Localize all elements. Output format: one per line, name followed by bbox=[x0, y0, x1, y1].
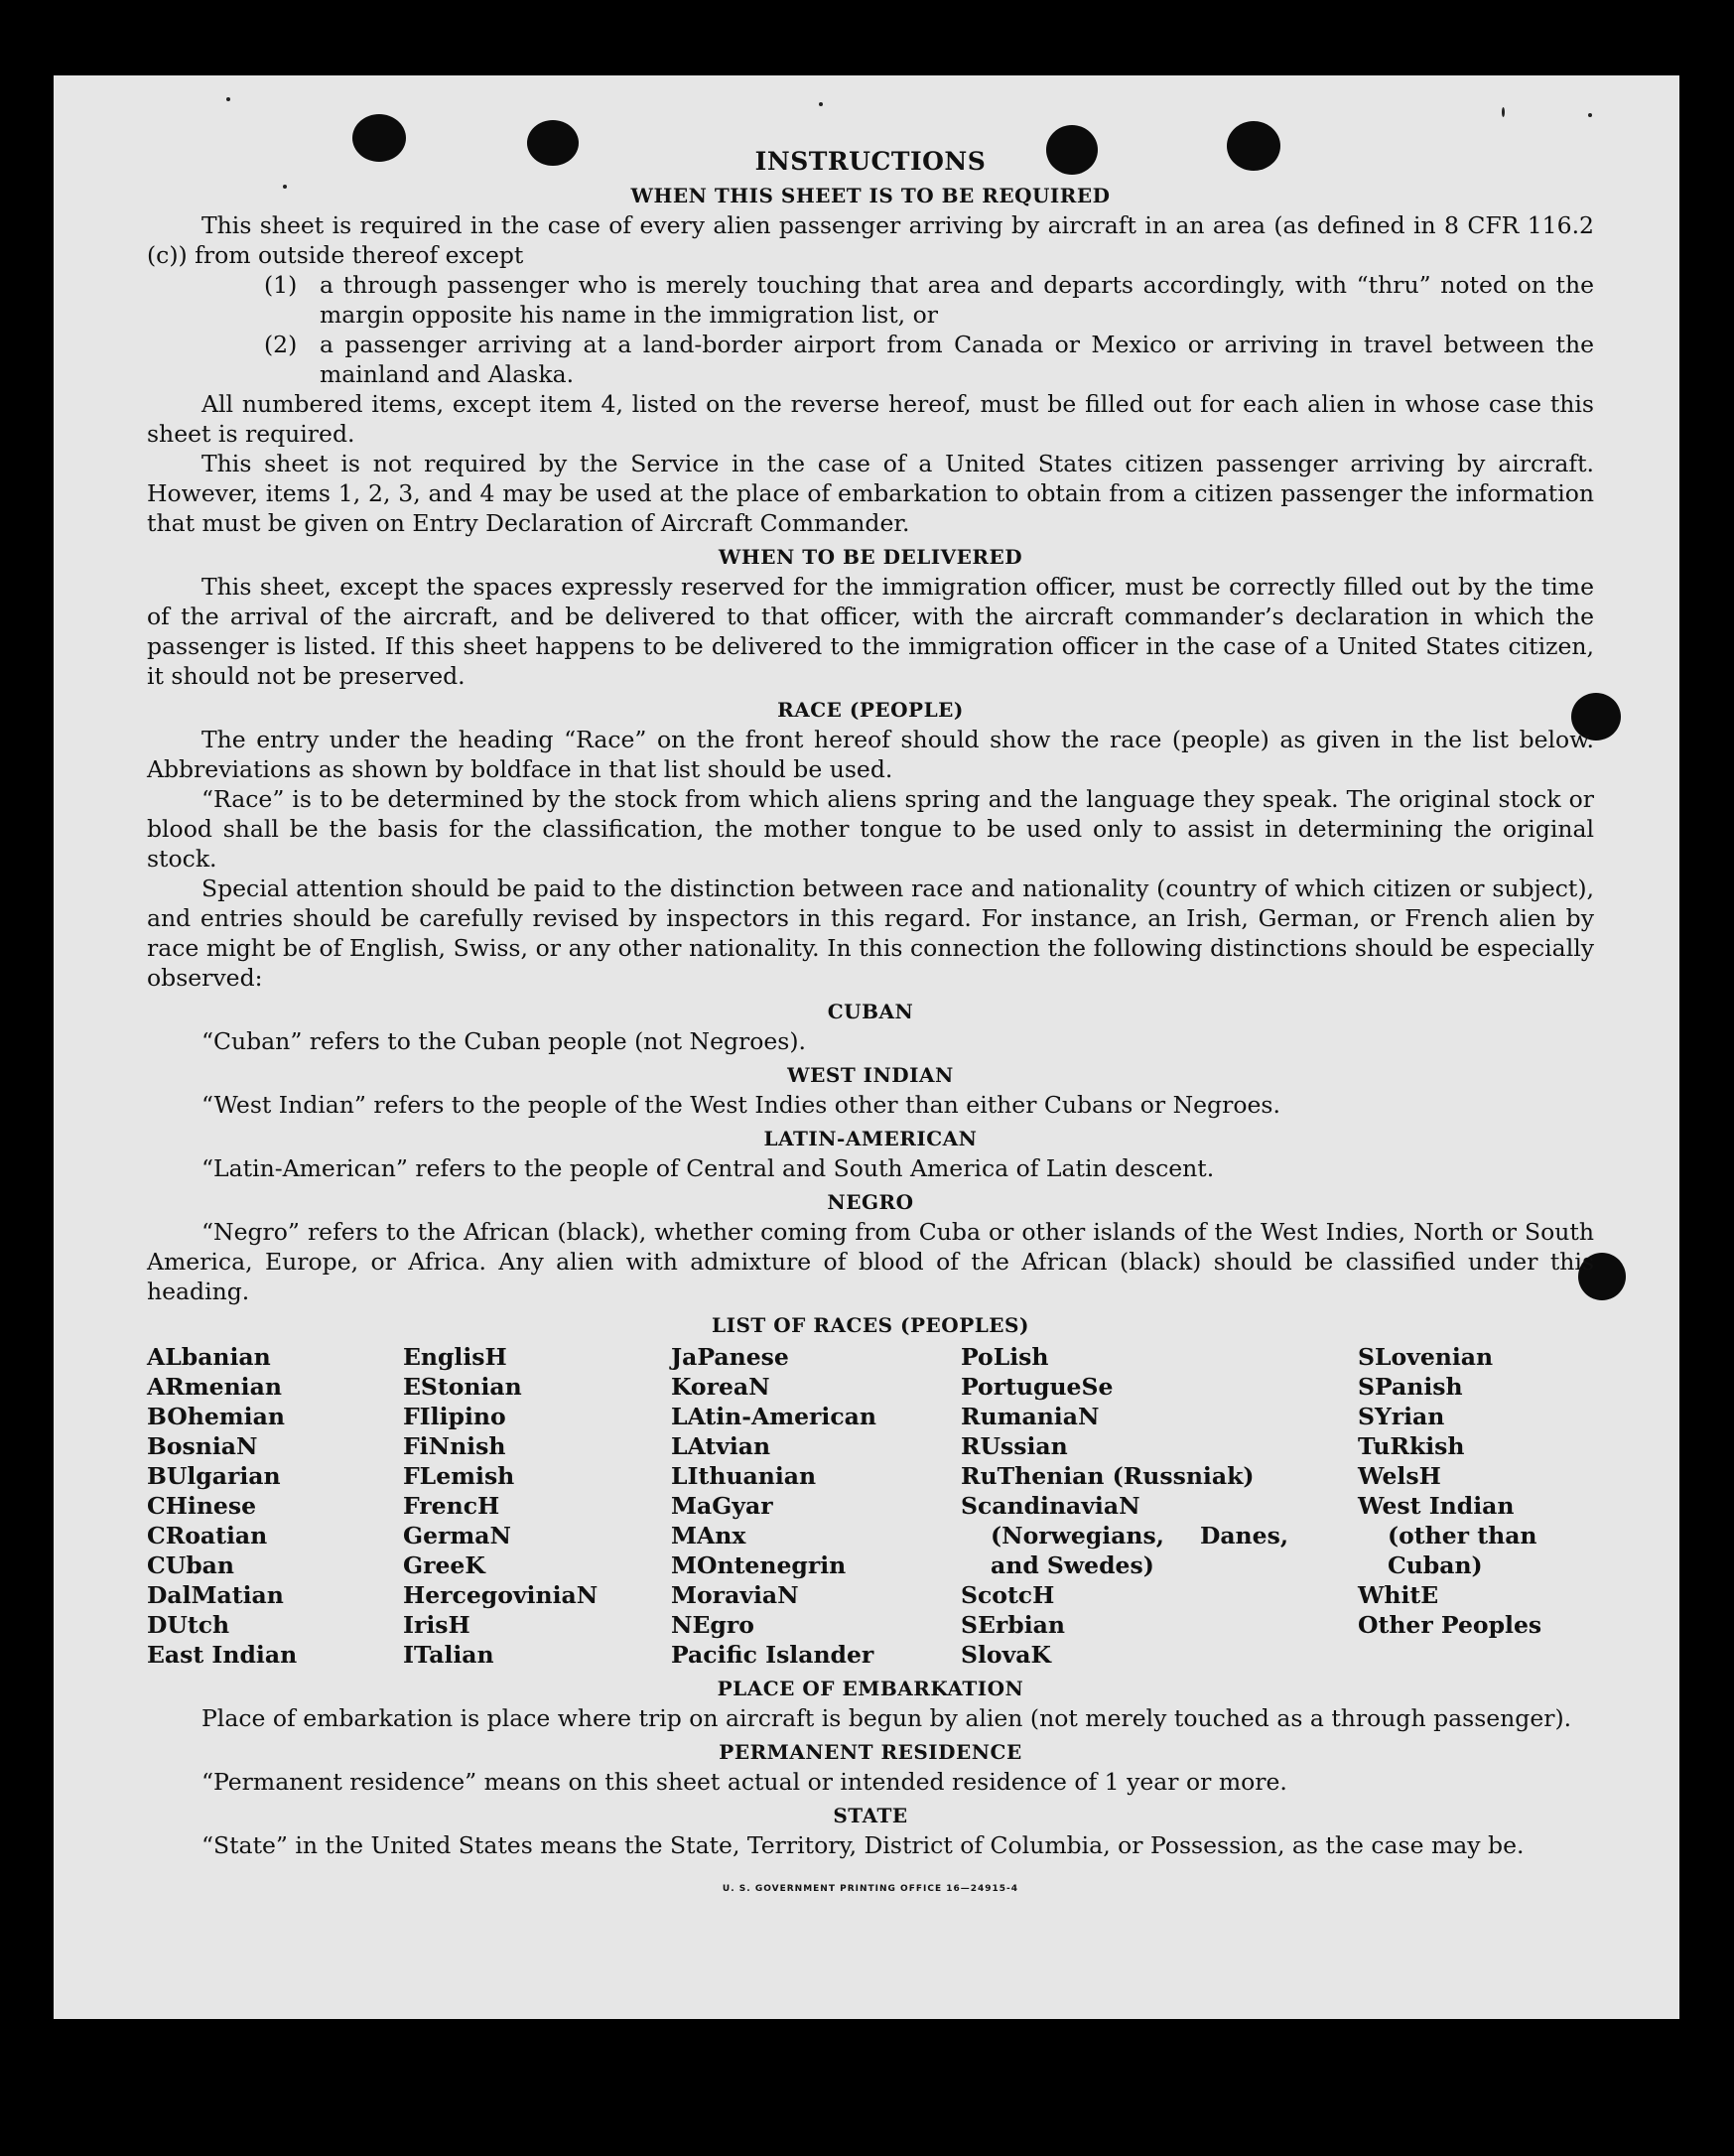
race-entry: Other Peoples bbox=[1358, 1611, 1542, 1639]
item-text: a passenger arriving at a land-border airport from Canada or Mexico or arriving in travel between the mainland and Alaska. bbox=[320, 331, 1594, 388]
list-item bbox=[264, 330, 1594, 389]
race-entry: RumaniaN bbox=[961, 1403, 1100, 1430]
paragraph: This sheet is required in the case of every alien passenger arriving by aircraft in an area (as defined in 8 CFR 116.2 (c)) from outside thereof except bbox=[147, 211, 1594, 269]
paragraph: “Race” is to be determined by the stock from which aliens spring and the language they speak. The original stock or blood shall be the basis for the classification, the mother tongue to be used only to assist in determining the original stock. bbox=[147, 785, 1594, 873]
paragraph: This sheet, except the spaces expressly reserved for the immigration officer, must be correctly filled out by the time of the arrival of the aircraft, and be delivered to that officer, with the aircraft commander’s declaration in which the passenger is listed. If this sheet happens to be delivered to the immigration officer in the case of a United States citizen, it should not be preserved. bbox=[147, 573, 1594, 690]
race-entry: CRoatian bbox=[147, 1522, 268, 1550]
race-entry: LAtin-American bbox=[671, 1403, 876, 1430]
race-entry: PoLish bbox=[961, 1343, 1049, 1371]
race-entry: Pacific Islander bbox=[671, 1641, 874, 1669]
race-column bbox=[403, 1342, 671, 1670]
race-entry: EnglisH bbox=[403, 1343, 507, 1371]
paragraph: Special attention should be paid to the distinction between race and nationality (country of which citizen or subject), and entries should be carefully revised by inspectors in this regard. For instance, an Irish, German, or French alien by race might be of English, Swiss, or any other nationality. In this connection the following distinctions should be especially observed: bbox=[147, 875, 1594, 992]
race-entry: FIlipino bbox=[403, 1403, 506, 1430]
race-entry: DUtch bbox=[147, 1611, 230, 1639]
race-entry: East Indian bbox=[147, 1641, 298, 1669]
race-entry: SErbian bbox=[961, 1611, 1065, 1639]
race-list bbox=[147, 1342, 1594, 1670]
race-entry: ScandinaviaN (Norwegians, Danes, and Swedes) bbox=[961, 1492, 1288, 1579]
item-text: a through passenger who is merely touching that area and departs accordingly, with “thru” noted on the margin opposite his name in the immigration list, or bbox=[320, 271, 1594, 329]
race-entry: TuRkish bbox=[1358, 1432, 1465, 1460]
race-entry: HercegoviniaN bbox=[403, 1581, 599, 1609]
paragraph: All numbered items, except item 4, listed on the reverse hereof, must be filled out for each alien in whose case this sheet is required. bbox=[147, 390, 1594, 448]
race-entry: MAnx bbox=[671, 1522, 746, 1550]
race-entry: SLovenian bbox=[1358, 1343, 1494, 1371]
paragraph: “Permanent residence” means on this sheet actual or intended residence of 1 year or more. bbox=[201, 1768, 1287, 1796]
race-entry: MoraviaN bbox=[671, 1581, 799, 1609]
race-entry: LAtvian bbox=[671, 1432, 771, 1460]
race-entry: NEgro bbox=[671, 1611, 754, 1639]
heading-when-required: WHEN THIS SHEET IS TO BE REQUIRED bbox=[630, 184, 1111, 207]
heading-latin-american: LATIN-AMERICAN bbox=[763, 1127, 978, 1150]
exception-list bbox=[147, 270, 1594, 389]
heading-list-of-races: LIST OF RACES (PEOPLES) bbox=[712, 1313, 1029, 1337]
race-column bbox=[1358, 1342, 1594, 1670]
speck bbox=[819, 102, 823, 106]
paragraph: “Cuban” refers to the Cuban people (not Negroes). bbox=[201, 1027, 807, 1055]
race-entry: FrencH bbox=[403, 1492, 500, 1520]
race-entry: SPanish bbox=[1358, 1373, 1463, 1401]
instructions-body bbox=[147, 147, 1594, 1904]
list-item bbox=[264, 270, 1594, 330]
race-entry: BUlgarian bbox=[147, 1462, 281, 1490]
page-title: INSTRUCTIONS bbox=[754, 147, 987, 176]
race-entry: GreeK bbox=[403, 1551, 485, 1579]
race-column bbox=[671, 1342, 961, 1670]
paragraph: Place of embarkation is place where trip on aircraft is begun by alien (not merely touched as a through passenger). bbox=[201, 1704, 1572, 1732]
race-entry: JaPanese bbox=[671, 1343, 789, 1371]
speck bbox=[1502, 107, 1505, 117]
race-entry: FiNnish bbox=[403, 1432, 506, 1460]
paragraph: The entry under the heading “Race” on the front hereof should show the race (people) as given in the list below. Abbreviations as shown by boldface in that list should be used. bbox=[147, 726, 1594, 783]
race-entry: MaGyar bbox=[671, 1492, 773, 1520]
race-entry: BOhemian bbox=[147, 1403, 285, 1430]
race-entry: FLemish bbox=[403, 1462, 515, 1490]
race-entry: RUssian bbox=[961, 1432, 1068, 1460]
race-entry: LIthuanian bbox=[671, 1462, 817, 1490]
paragraph: “Latin-American” refers to the people of Central and South America of Latin descent. bbox=[201, 1154, 1215, 1182]
paragraph: “West Indian” refers to the people of the West Indies other than either Cubans or Negroes. bbox=[201, 1091, 1280, 1119]
heading-west-indian: WEST INDIAN bbox=[787, 1063, 954, 1087]
heading-place-of-embarkation: PLACE OF EMBARKATION bbox=[717, 1677, 1024, 1700]
heading-when-delivered: WHEN TO BE DELIVERED bbox=[718, 545, 1023, 569]
race-entry: EStonian bbox=[403, 1373, 522, 1401]
race-entry: ARmenian bbox=[147, 1373, 282, 1401]
race-entry: WelsH bbox=[1358, 1462, 1441, 1490]
race-entry: BosniaN bbox=[147, 1432, 258, 1460]
race-entry: ScotcH bbox=[961, 1581, 1055, 1609]
race-entry: SYrian bbox=[1358, 1403, 1445, 1430]
race-entry: GermaN bbox=[403, 1522, 511, 1550]
race-entry: SlovaK bbox=[961, 1641, 1051, 1669]
speck bbox=[1588, 113, 1592, 117]
race-column bbox=[147, 1342, 403, 1670]
race-entry: MOntenegrin bbox=[671, 1551, 847, 1579]
race-entry: RuThenian (Russniak) bbox=[961, 1462, 1255, 1490]
item-number: (1) bbox=[264, 271, 298, 299]
heading-negro: NEGRO bbox=[827, 1190, 914, 1214]
race-entry: West Indian (other than Cuban) bbox=[1358, 1492, 1537, 1579]
paragraph: This sheet is not required by the Service in the case of a United States citizen passenger arriving by aircraft. However, items 1, 2, 3, and 4 may be used at the place of embarkation to obtain from a citizen passenger the information that must be given on Entry Declaration of Aircraft Commander. bbox=[147, 450, 1594, 537]
race-entry: KoreaN bbox=[671, 1373, 770, 1401]
heading-state: STATE bbox=[833, 1804, 908, 1827]
heading-race: RACE (PEOPLE) bbox=[777, 698, 964, 722]
race-entry: ITalian bbox=[403, 1641, 494, 1669]
heading-permanent-residence: PERMANENT RESIDENCE bbox=[719, 1740, 1022, 1764]
race-entry: IrisH bbox=[403, 1611, 470, 1639]
race-entry: CHinese bbox=[147, 1492, 257, 1520]
race-entry: WhitE bbox=[1358, 1581, 1439, 1609]
heading-cuban: CUBAN bbox=[827, 1000, 914, 1023]
paragraph: “State” in the United States means the State, Territory, District of Columbia, or Possession, as the case may be. bbox=[201, 1831, 1525, 1859]
race-entry: CUban bbox=[147, 1551, 234, 1579]
race-column bbox=[961, 1342, 1358, 1670]
race-entry: DalMatian bbox=[147, 1581, 284, 1609]
race-entry: ALbanian bbox=[147, 1343, 271, 1371]
paragraph: “Negro” refers to the African (black), whether coming from Cuba or other islands of the West Indies, North or South America, Europe, or Africa. Any alien with admixture of blood of the African (black) should be classified under this heading. bbox=[147, 1218, 1594, 1305]
race-entry: PortugueSe bbox=[961, 1373, 1114, 1401]
item-number: (2) bbox=[264, 331, 298, 358]
printing-office-footer: U. S. GOVERNMENT PRINTING OFFICE 16—24915-4 bbox=[722, 1884, 1019, 1894]
speck bbox=[226, 97, 230, 101]
